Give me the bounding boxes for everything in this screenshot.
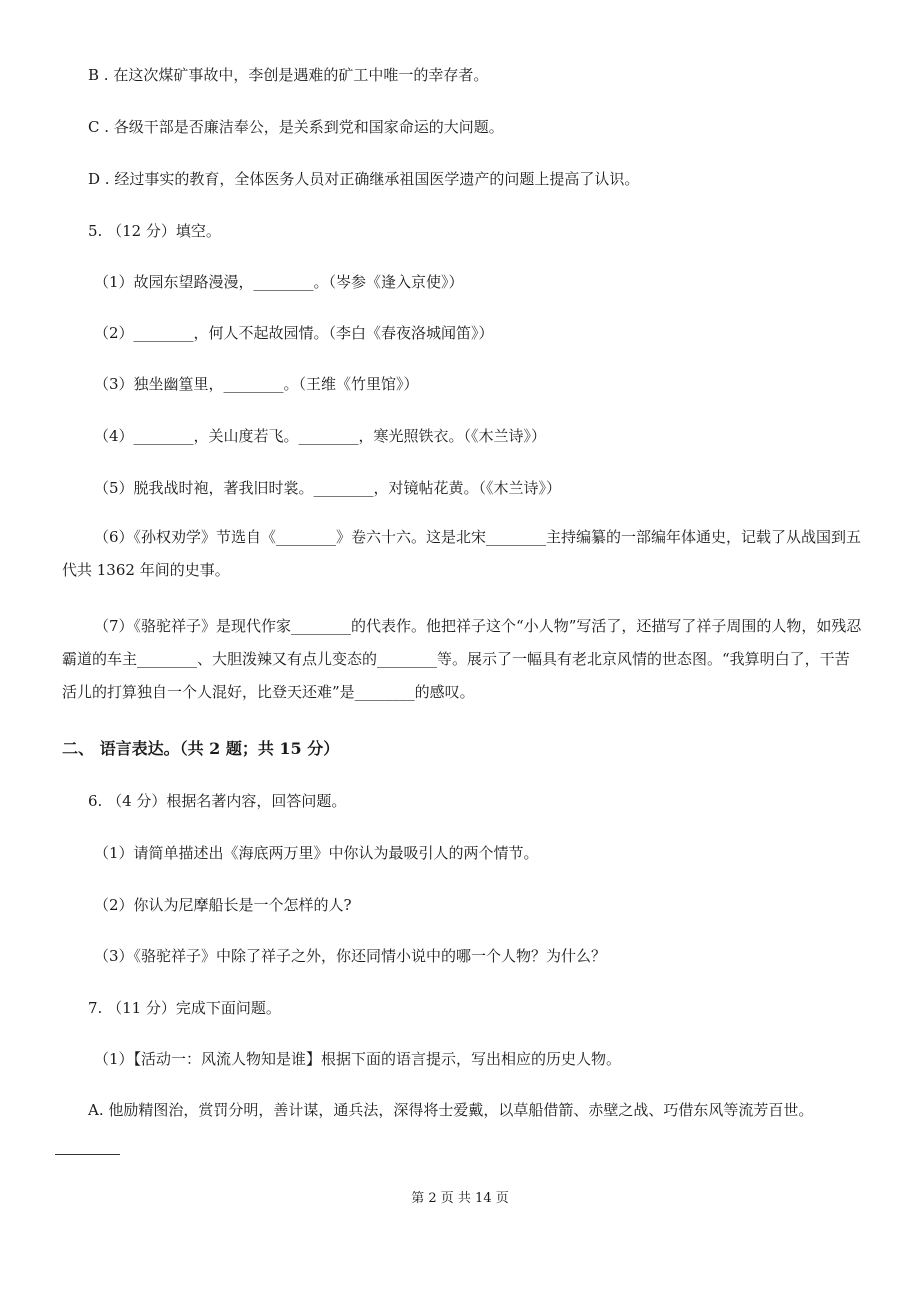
question-5-item-5: （5）脱我战时袍，著我旧时裳。________，对镜帖花黄。（《木兰诗》） xyxy=(94,479,562,497)
option-b: B . 在这次煤矿事故中，李创是遇难的矿工中唯一的幸存者。 xyxy=(88,66,489,84)
option-c: C . 各级干部是否廉洁奉公，是关系到党和国家命运的大问题。 xyxy=(88,118,504,136)
question-5-header: 5. （12 分）填空。 xyxy=(88,222,221,240)
question-7-header: 7. （11 分）完成下面问题。 xyxy=(88,999,281,1017)
question-5-item-3: （3）独坐幽篁里，________。（王维《竹里馆》） xyxy=(94,375,419,393)
question-6-item-3: （3）《骆驼祥子》中除了祥子之外，你还同情小说中的哪一个人物？为什么？ xyxy=(94,947,607,965)
question-7-option-a: A. 他励精图治，赏罚分明，善计谋，通兵法，深得将士爱戴，以草船借箭、赤壁之战、巧借东风等流芳百世。 xyxy=(88,1101,814,1119)
question-7-item-1: （1）【活动一：风流人物知是谁】根据下面的语言提示，写出相应的历史人物。 xyxy=(94,1050,622,1068)
question-5-item-6: （6）《孙权劝学》节选自《________》卷六十六。这是北宋________主持编纂的一部编年体通史，记载了从战国到五代共 1362 年间的史事。 xyxy=(62,528,862,579)
option-d: D . 经过事实的教育，全体医务人员对正确继承祖国医学遗产的问题上提高了认识。 xyxy=(88,170,640,188)
section-2-heading: 二、 语言表达。（共 2 题；共 15 分） xyxy=(62,739,340,758)
question-5-item-2: （2）________，何人不起故园情。（李白《春夜洛城闻笛》） xyxy=(94,324,494,342)
question-5-item-4: （4）________，关山度若飞。________，寒光照铁衣。（《木兰诗》） xyxy=(94,427,547,445)
question-5-item-1: （1）故园东望路漫漫，________。（岑参《逢入京使》） xyxy=(94,273,464,291)
question-5-item-7: （7）《骆驼祥子》是现代作家________的代表作。他把祥子这个“小人物”写活了，还描写了祥子周围的人物，如残忍霸道的车主________、大胆泼辣又有点儿变态的________等。展示了一幅具有老北京风情的世态图。“我算明白了，干苦活儿的打算独自一个人混好，比登天还难”是________的感叹。 xyxy=(62,617,862,701)
page-footer: 第 2 页 共 14 页 xyxy=(411,1191,509,1206)
question-6-item-2: （2）你认为尼摩船长是一个怎样的人? xyxy=(94,896,352,914)
answer-blank-line xyxy=(55,1154,120,1155)
question-6-header: 6. （4 分）根据名著内容，回答问题。 xyxy=(88,792,347,810)
question-6-item-1: （1）请简单描述出《海底两万里》中你认为最吸引人的两个情节。 xyxy=(94,844,539,862)
